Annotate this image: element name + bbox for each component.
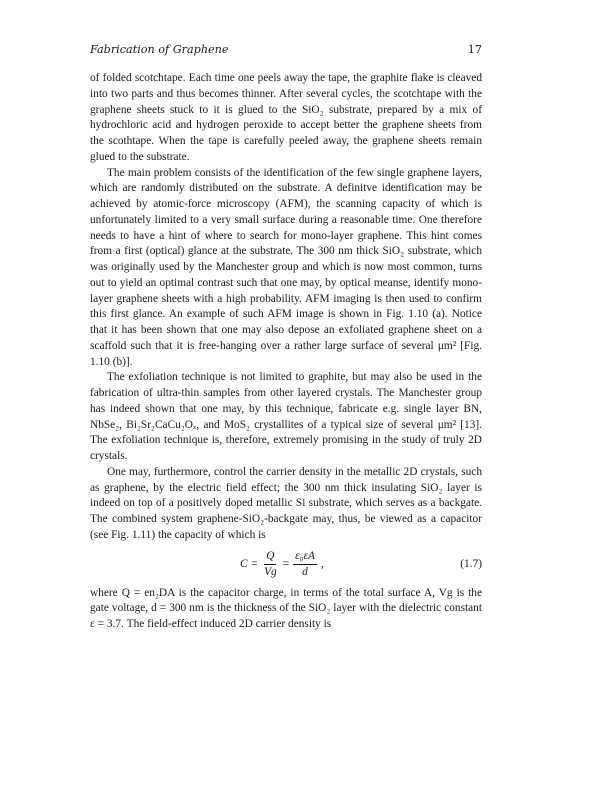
fraction-numerator: ε₀εA [293, 549, 317, 565]
body-text [90, 71, 482, 633]
equation-comma: , [320, 557, 324, 570]
equation-number: (1.7) [460, 557, 482, 570]
page-number: 17 [467, 43, 482, 56]
fraction-denominator: Vg [264, 566, 277, 578]
fraction-q-over-vg [262, 549, 279, 580]
paragraph-5: where Q = en₂DA is the capacitor charge, in terms of the total surface A, Vg is the gate voltage, d = 300 nm is the thickness of the SiO₂ layer with the dielectric constant ε = 3.7. The field-effect induced 2D carrier density is [90, 586, 482, 630]
fraction-denominator: d [302, 566, 308, 578]
equation-equals: = [282, 557, 290, 570]
paragraph-2: The main problem consists of the identification of the few single graphene layers, which are randomly distributed on the substrate. A definitve identification may be achieved by atomic-force microscopy (AFM), the scanning capacity of which is unfortunately limited to a very small surface during a reasonable time. One therefore needs to have a hint of where to search for mono-layer graphene. This hint comes from a first (optical) glance at the substrate. The 300 nm thick SiO₂ substrate, which was originally used by the Manchester group and which is now most common, turns out to yield an optimal contrast such that one may, by optical meanse, identify mono-layer graphene sheets with a high probability. AFM imaging is then used to confirm this first glance. An example of such AFM image is shown in Fig. 1.10 (a). Notice that it has been shown that one may also depose an exfoliated graphene sheet on a scaffold such that it is free-hanging over a rather large surface of several μm² [Fig. 1.10 (b)]. [90, 166, 482, 368]
fraction-epsilon-a-over-d [293, 549, 317, 580]
equation-1-7 [90, 546, 482, 584]
equation-body [240, 546, 324, 584]
running-title: Fabrication of Graphene [90, 43, 229, 56]
fraction-numerator: Q [264, 549, 276, 565]
paragraph-4: One may, furthermore, control the carrier density in the metallic 2D crystals, such as graphene, by the electric field effect; the 300 nm thick insulating SiO₂ layer is indeed on top of a positively doped metallic Si substrate, which serves as a backgate. The combined system graphene-SiO₂-backgate may, thus, be viewed as a capacitor (see Fig. 1.11) the capacity of which is [90, 465, 482, 541]
running-header [90, 43, 482, 57]
paragraph-3: The exfoliation technique is not limited to graphite, but may also be used in the fabrication of ultra-thin samples from other layered crystals. The Manchester group has indeed shown that one may, by this technique, fabricate e.g. single layer BN, NbSe₂, Bi₂Sr₂CaCu₂Oₓ, and MoS₂ crystallites of a typical size of several μm² [13]. The exfoliation technique is, therefore, extremely promising in the study of truly 2D crystals. [90, 371, 482, 462]
equation-lhs: C = [240, 557, 259, 570]
paragraph-1: of folded scotchtape. Each time one peels away the tape, the graphite flake is cleaved into two parts and thus becomes thinner. After several cycles, the scotchtape with the graphene sheets stuck to it is glued to the SiO₂ substrate, prepared by a mix of hydrochloric acid and hydrogen peroxide to accept better the graphene sheets from the scothtape. When the tape is carefully peeled away, the graphene sheets remain glued to the substrate. [90, 72, 482, 163]
